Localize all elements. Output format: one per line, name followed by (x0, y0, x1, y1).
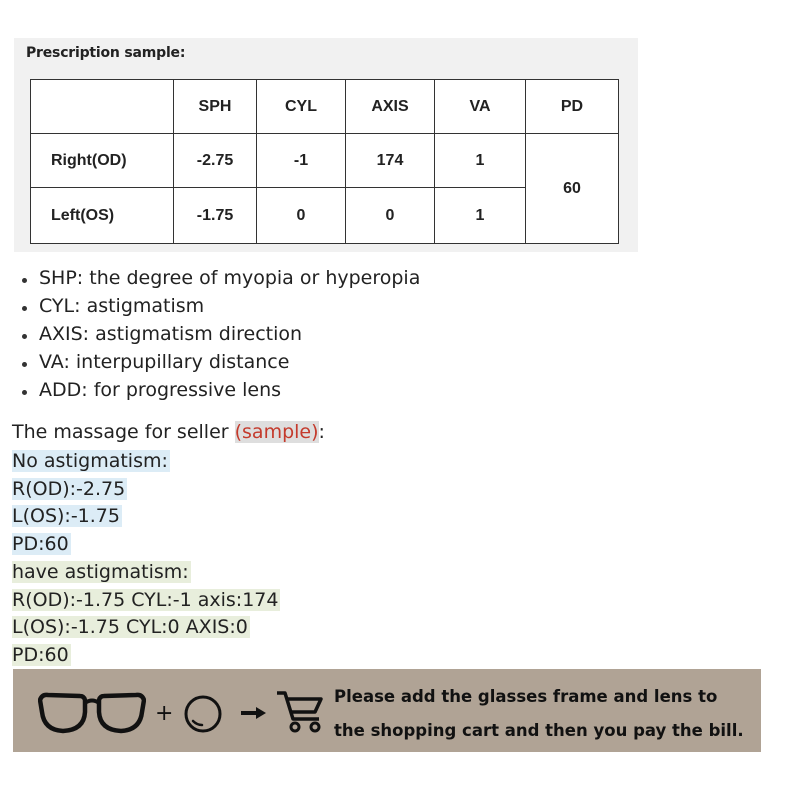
bullet-icon (22, 306, 27, 311)
list-item (22, 320, 420, 348)
list-item-text: CYL: astigmatism (39, 295, 205, 317)
astigmatism-heading (12, 559, 191, 586)
bullet-icon (22, 278, 27, 283)
list-item-text: AXIS: astigmatism direction (39, 323, 303, 345)
table-row (31, 134, 619, 188)
cell-left-cyl: 0 (257, 188, 346, 244)
no-astigmatism-heading-text: No astigmatism: (12, 450, 168, 472)
plus-sign: + (155, 701, 174, 726)
astig-line-left (12, 614, 250, 641)
cell-right-cyl: -1 (257, 134, 346, 188)
row-label-right: Right(OD) (31, 134, 174, 188)
list-item-text: ADD: for progressive lens (39, 379, 282, 401)
shopping-cart-icon (275, 685, 325, 735)
cell-right-va: 1 (435, 134, 526, 188)
cell-left-axis: 0 (346, 188, 435, 244)
astig-line-pd (12, 642, 71, 669)
explanation-list (22, 264, 420, 404)
no-astig-line-pd (12, 531, 71, 558)
no-astig-left-text: L(OS):-1.75 (12, 505, 120, 527)
cell-pd: 60 (526, 134, 619, 244)
astig-line-right (12, 587, 280, 614)
sample-tag: (sample) (234, 421, 319, 443)
banner-line-2: the shopping cart and then you pay the bill. (334, 721, 744, 740)
bullet-icon (22, 362, 27, 367)
no-astig-line-left (12, 503, 122, 530)
cell-left-sph: -1.75 (174, 188, 257, 244)
message-intro-line (12, 419, 325, 446)
lens-icon (183, 694, 223, 734)
arrow-right-icon (240, 705, 268, 721)
table-header-row (31, 80, 619, 134)
prescription-title: Prescription sample: (26, 45, 186, 61)
list-item (22, 264, 420, 292)
cell-right-axis: 174 (346, 134, 435, 188)
list-item (22, 376, 420, 404)
bullet-icon (22, 390, 27, 395)
no-astig-line-right (12, 476, 127, 503)
banner-text (334, 680, 744, 748)
list-item (22, 292, 420, 320)
table-header-cyl: CYL (257, 80, 346, 134)
table-header-va: VA (435, 80, 526, 134)
list-item-text: SHP: the degree of myopia or hyperopia (39, 267, 421, 289)
row-label-left: Left(OS) (31, 188, 174, 244)
no-astig-right-text: R(OD):-2.75 (12, 478, 126, 500)
table-header-sph: SPH (174, 80, 257, 134)
astig-right-text: R(OD):-1.75 CYL:-1 axis:174 (12, 589, 279, 611)
message-intro: The massage for seller (12, 421, 235, 443)
message-colon: : (318, 421, 325, 443)
list-item-text: VA: interpupillary distance (39, 351, 290, 373)
prescription-table (30, 79, 619, 244)
cell-right-sph: -2.75 (174, 134, 257, 188)
no-astigmatism-heading (12, 448, 170, 475)
table-header-empty (31, 80, 174, 134)
list-item (22, 348, 420, 376)
table-header-pd: PD (526, 80, 619, 134)
glasses-icon (38, 690, 146, 738)
astigmatism-heading-text: have astigmatism: (12, 561, 189, 583)
astig-left-text: L(OS):-1.75 CYL:0 AXIS:0 (12, 616, 248, 638)
bullet-icon (22, 334, 27, 339)
banner-line-1: Please add the glasses frame and lens to (334, 687, 718, 706)
table-header-axis: AXIS (346, 80, 435, 134)
cell-left-va: 1 (435, 188, 526, 244)
no-astig-pd-text: PD:60 (12, 533, 69, 555)
astig-pd-text: PD:60 (12, 644, 69, 666)
